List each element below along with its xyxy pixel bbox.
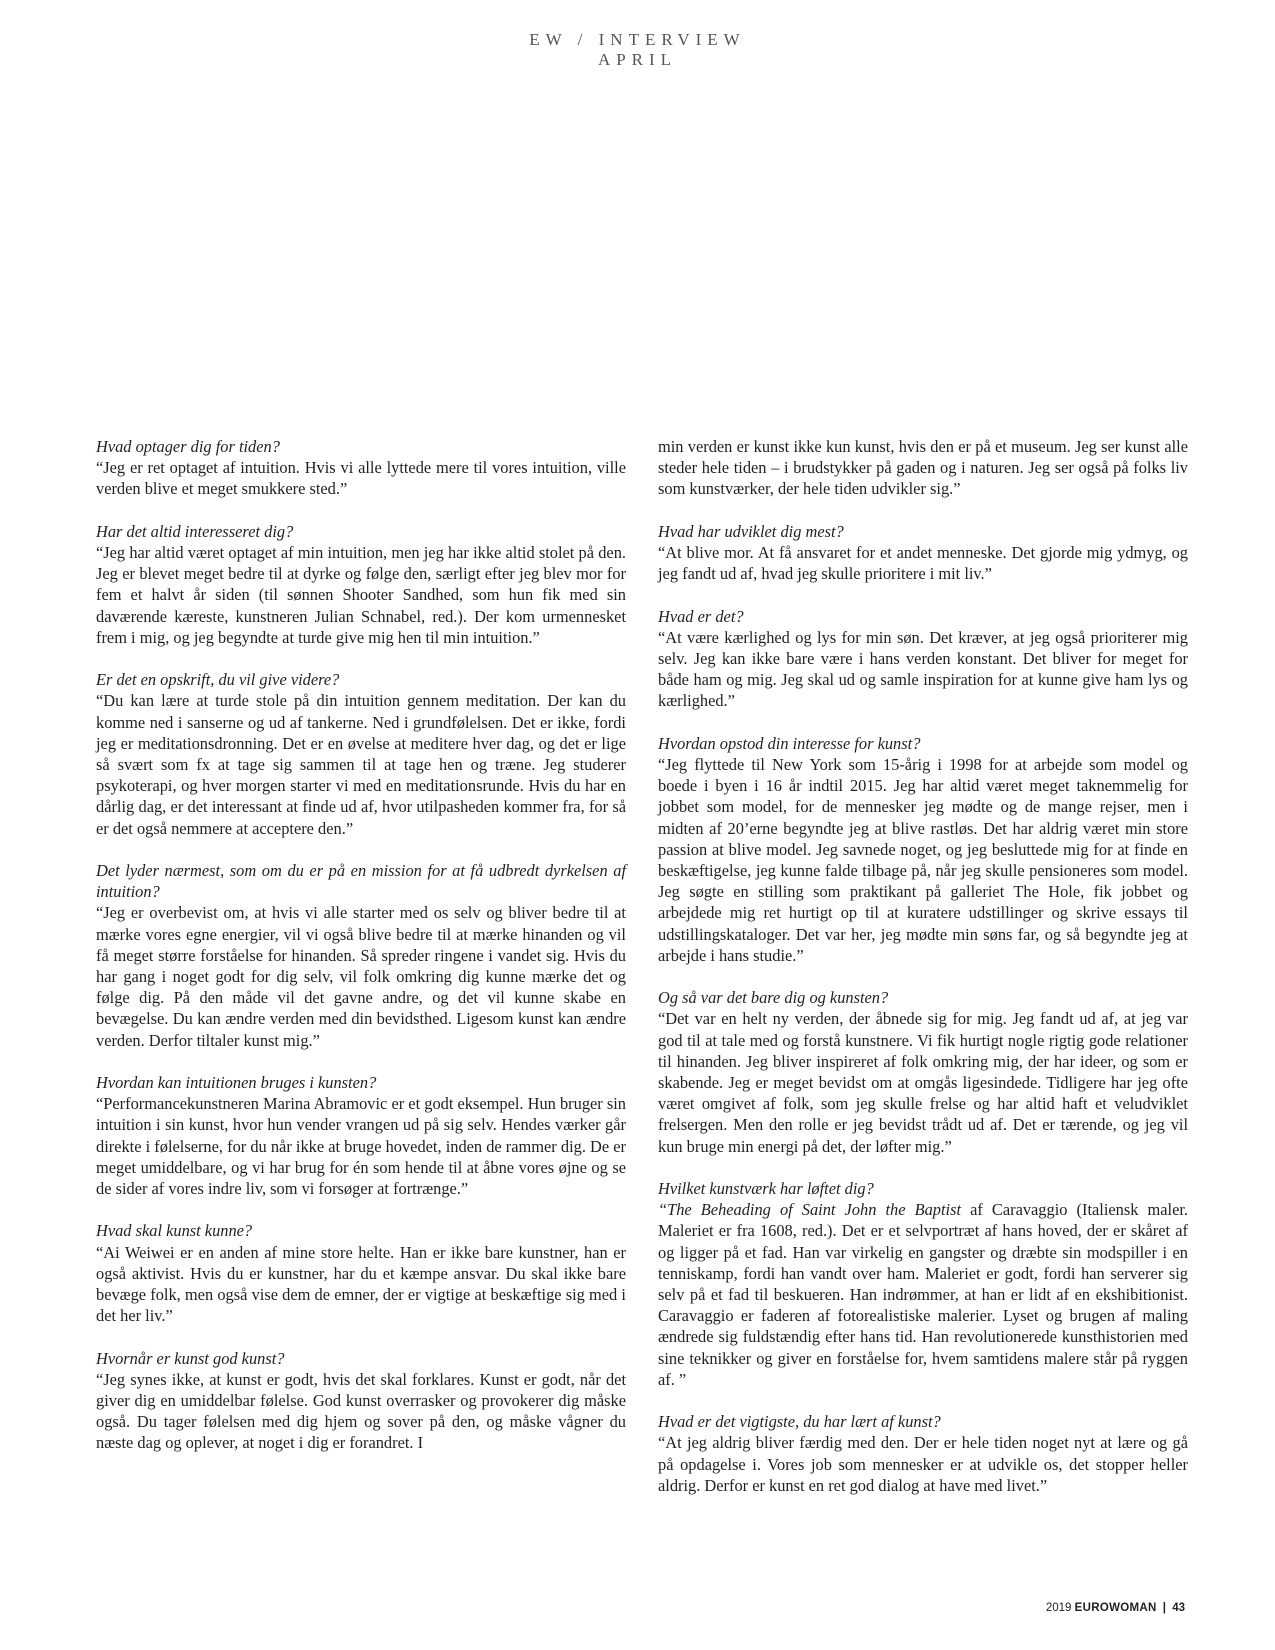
interview-answer: “Jeg har altid været optaget af min intuition, men jeg har ikke altid stolet på den. Jeg er blevet meget bedre til at dyrke og følge den, særligt efter jeg blev mor for fem et halvt år siden (til sønnen Shooter Sandhed, som hun fik med sin daværende kæreste, kunstneren Julian Schnabel, red.). Der kom urmennesket frem i mig, og jeg begyndte at turde give mig hen til min intuition.” [96, 543, 626, 647]
qa-block [96, 521, 626, 648]
interview-question: Og så var det bare dig og kunsten? [658, 988, 889, 1008]
interview-answer: “Jeg er overbevist om, at hvis vi alle starter med os selv og bliver bedre til at mærke vores egne energier, vil vi også blive bedre til at mærke hinanden og vil få meget større forståelse for hinanden. Så spreder ringene i vandet sig. Hvis du har gang i noget godt for dig selv, vil folk omkring dig kunne mærke det og følge dig. På den måde vil det gavne andre, og det vil kunne skabe en bevægelse. Du kan ændre verden med din bevidsthed. Ligesom kunst kan ændre verden. Derfor tiltaler kunst mig.” [96, 903, 626, 1050]
magazine-name: EUROWOMAN [1074, 1602, 1157, 1614]
left-column [96, 436, 626, 1475]
qa-block [658, 1178, 1188, 1390]
interview-question: Hvilket kunstværk har løftet dig? [658, 1179, 874, 1199]
qa-block [658, 521, 1188, 585]
interview-question: Hvornår er kunst god kunst? [96, 1348, 285, 1368]
interview-question: Hvad skal kunst kunne? [96, 1221, 253, 1241]
interview-question: Hvad har udviklet dig mest? [658, 521, 844, 541]
interview-question: Hvad er det vigtigste, du har lært af kunst? [658, 1412, 941, 1432]
interview-question: Hvordan opstod din interesse for kunst? [658, 733, 921, 753]
interview-answer: “At være kærlighed og lys for min søn. Det kræver, at jeg også prioriterer mig selv. Jeg kan ikke bare være i hans verden konstant. Det bliver for meget for både ham og mig. Jeg skal ud og samle inspiration for at kunne give ham lys og kærlighed.” [658, 627, 1188, 711]
interview-question: Hvordan kan intuitionen bruges i kunsten? [96, 1073, 377, 1093]
footer-year: 2019 [1045, 1602, 1072, 1614]
qa-block [96, 436, 626, 500]
qa-block [658, 436, 1188, 500]
interview-answer: “Du kan lære at turde stole på din intuition gennem meditation. Der kan du komme ned i sanserne og ud af tankerne. Ned i grundfølelsen. Det er ikke, fordi jeg er meditationsdronning. Det er en øvelse at meditere hver dag, og det er lige så svært som fx at tage sig sammen til at tage hen og træne. Jeg studerer psykoterapi, og hver morgen starter vi med en meditationsrunde. Hvis du har en dårlig dag, er det interessant at finde ud af, hvor utilpasheden kommer fra, for så er det også nemmere at acceptere den.” [96, 691, 626, 838]
qa-block [96, 1072, 626, 1199]
qa-block [658, 987, 1188, 1157]
qa-block [658, 1411, 1188, 1496]
qa-block [96, 860, 626, 1051]
qa-block [96, 669, 626, 839]
page-footer [1046, 1602, 1185, 1614]
interview-answer: “Jeg flyttede til New York som 15-årig i 1998 for at arbejde som model og boede i byen i 16 år indtil 2015. Jeg har altid været meget taknemmelig for jobbet som model, for de mennesker jeg mødte og de mange rejser, men i midten af 20’erne begyndte jeg at blive rastløs. Det har aldrig været min store passion at blive model. Jeg savnede noget, og jeg besluttede mig for at finde en beskæftigelse, jeg kunne falde tilbage på, når jeg skulle pensioneres som model. Jeg søgte en stilling som praktikant på galleriet The Hole, fik jobbet og arbejdede mig ret hurtigt op til at kuratere udstillinger og skrive essays til udstillingskataloger. Det var her, jeg mødte min søns far, og så begyndte jeg at arbejde i hans studie.” [658, 755, 1188, 965]
running-header [0, 30, 1275, 70]
interview-answer: “Ai Weiwei er en anden af mine store helte. Han er ikke bare kunstner, han er også aktivist. Hvis du er kunstner, har du et kæmpe ansvar. Du skal ikke bare bevæge folk, men også vise dem de emner, der er vigtige at beskæftige sig med i det her liv.” [96, 1242, 626, 1326]
interview-answer [658, 1199, 1188, 1390]
interview-answer: “Det var en helt ny verden, der åbnede sig for mig. Jeg fandt ud af, at jeg var god til at tale med og forstå kunstnere. Vi fik hurtigt nogle rigtig gode relationer til hinanden. Jeg bliver inspireret af folk omkring mig, der har ideer, og som er skabende. Jeg er meget bevidst om at omgås ligesindede. Tidligere har jeg ofte været omgivet af folk, som jeg skulle frelse og har altid haft et veludviklet frelsergen. Men den rolle er jeg bevidst trådt ud af. Det er tærende, og jeg vil kun bruge min energi på det, der løfter mig.” [658, 1009, 1188, 1156]
interview-question: Hvad er det? [658, 606, 744, 626]
continued-answer: min verden er kunst ikke kun kunst, hvis den er på et museum. Jeg ser kunst alle steder hele tiden – i brudstykker på gaden og i naturen. Jeg ser også på folks liv som kunstværker, der hele tiden udvikler sig.” [658, 437, 1188, 499]
interview-answer: “Jeg er ret optaget af intuition. Hvis vi alle lyttede mere til vores intuition, ville verden blive et meget smukkere sted.” [96, 458, 626, 499]
right-column [658, 436, 1188, 1517]
page-number: 43 [1172, 1602, 1185, 1614]
footer-separator: | [1162, 1602, 1166, 1614]
section-label: EW / INTERVIEW [529, 30, 746, 49]
interview-question: Er det en opskrift, du vil give videre? [96, 670, 340, 690]
interview-answer: “At jeg aldrig bliver færdig med den. Der er hele tiden noget nyt at lære og gå på opdagelse i. Vores job som mennesker er at udvikle os, det stopper heller aldrig. Derfor er kunst en ret god dialog at have med livet.” [658, 1433, 1188, 1495]
month-label: APRIL [597, 50, 678, 69]
interview-answer: “At blive mor. At få ansvaret for et andet menneske. Det gjorde mig ydmyg, og jeg fandt ud af, hvad jeg skulle prioritere i mit liv.” [658, 543, 1188, 584]
interview-question: Det lyder nærmest, som om du er på en mission for at få udbredt dyrkelsen af intuition? [96, 861, 626, 902]
qa-block [658, 733, 1188, 966]
qa-block [96, 1220, 626, 1326]
interview-answer: “Jeg synes ikke, at kunst er godt, hvis det skal forklares. Kunst er godt, når det giver dig en umiddelbar følelse. God kunst overrasker og provokerer dig måske også. Du tager følelsen med dig hjem og sover på den, og måske vågner du næste dag og oplever, at noget i dig er forandret. I [96, 1369, 626, 1453]
interview-question: Har det altid interesseret dig? [96, 521, 294, 541]
interview-question: Hvad optager dig for tiden? [96, 437, 280, 456]
artwork-title: “The Beheading of Saint John the Baptist [658, 1200, 962, 1220]
answer-text: af Caravaggio (Italiensk maler. Maleriet er fra 1608, red.). Det er et selvportræt af hans hoved, der er skåret af og ligger på et fad. Han var virkelig en gangster og dræbte sin modspiller i en tenniskamp, fordi han vandt over ham. Maleriet er godt, fordi han serverer sig selv på et fad til beskueren. Han indrømmer, at han er lidt af en ekshibitionist. Caravaggio er faderen af fotorealistiske malerier. Lyset og brugen af maling ændrede sig fuldstændig efter hans tid. Han revolutionerede kunsthistorien med sine teknikker og giver en forståelse for, hvem samtidens malere står på ryggen af. ” [658, 1200, 1188, 1389]
qa-block [96, 1348, 626, 1454]
interview-answer: “Performancekunstneren Marina Abramovic er et godt eksempel. Hun bruger sin intuition i sin kunst, hvor hun vender vrangen ud på sig selv. Hendes værker går direkte i følelserne, for du når ikke at bruge hovedet, inden de rammer dig. De er meget umiddelbare, og vi har brug for én som hende til at åbne vores øjne og se de sider af vores indre liv, som vi forsøger at fortrænge.” [96, 1094, 626, 1199]
qa-block [658, 606, 1188, 712]
